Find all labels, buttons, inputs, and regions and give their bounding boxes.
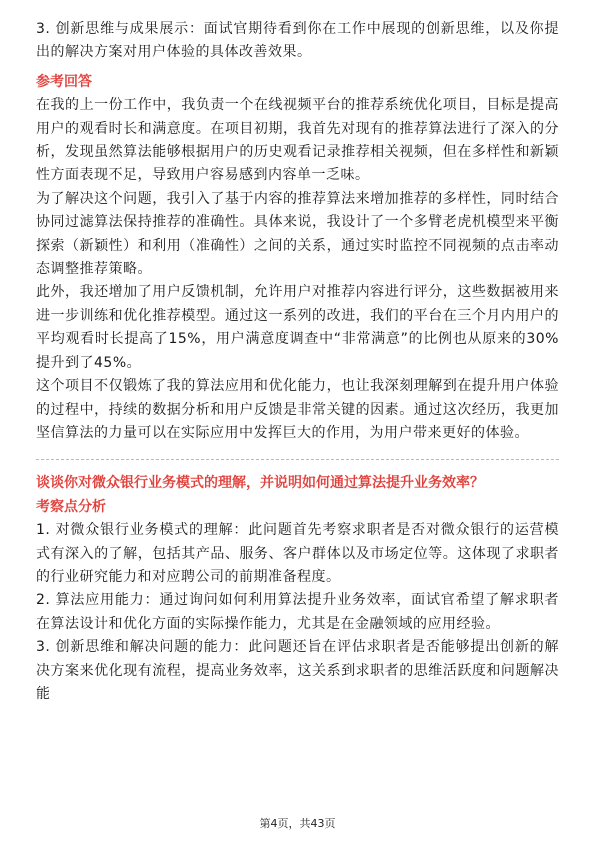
answer-heading: 参考回答 xyxy=(36,73,92,90)
analysis-item-1: 1. 对微众银行业务模式的理解：此问题首先考察求职者是否对微众银行的运营模式有深入的了解，包括其产品、服务、客户群体以及市场定位等。这体现了求职者的行业研究能力和对应聘公司的前期准备程度。 xyxy=(36,522,559,585)
section-divider xyxy=(36,459,559,460)
top-item-3: 3. 创新思维与成果展示：面试官期待看到你在工作中展现的创新思维，以及你提出的解决方案对用户体验的具体改善效果。 xyxy=(36,21,559,61)
answer-paragraph-1: 在我的上一份工作中，我负责一个在线视频平台的推荐系统优化项目，目标是提高用户的观看时长和满意度。在项目初期，我首先对现有的推荐算法进行了深入的分析，发现虽然算法能够根据用户的历史观看记录推荐相关视频，但在多样性和新颖性方面表现不足，导致用户容易感到内容单一乏味。 xyxy=(36,97,559,184)
analysis-item-2: 2. 算法应用能力：通过询问如何利用算法提升业务效率，面试官希望了解求职者在算法设计和优化方面的实际操作能力，尤其是在金融领域的应用经验。 xyxy=(36,592,559,632)
analysis-heading: 考察点分析 xyxy=(36,498,106,515)
question-title: 谈谈你对微众银行业务模式的理解，并说明如何通过算法提升业务效率？ xyxy=(36,475,484,492)
answer-paragraph-4: 这个项目不仅锻炼了我的算法应用和优化能力，也让我深刻理解到在提升用户体验的过程中，持续的数据分析和用户反馈是非常关键的因素。通过这次经历，我更加坚信算法的力量可以在实际应用中发挥巨大的作用，为用户带来更好的体验。 xyxy=(36,378,559,441)
page-number-footer: 第4页，共43页 xyxy=(259,817,336,830)
answer-paragraph-3: 此外，我还增加了用户反馈机制，允许用户对推荐内容进行评分，这些数据被用来进一步训练和优化推荐模型。通过这一系列的改进，我们的平台在三个月内用户的平均观看时长提高了15%，用户满意度调查中“非常满意”的比例也从原来的30%提升到了45%。 xyxy=(36,284,559,371)
analysis-item-3: 3. 创新思维和解决问题的能力：此问题还旨在评估求职者是否能够提出创新的解决方案来优化现有流程，提高业务效率，这关系到求职者的思维活跃度和问题解决能 xyxy=(36,639,559,702)
answer-paragraph-2: 为了解决这个问题，我引入了基于内容的推荐算法来增加推荐的多样性，同时结合协同过滤算法保持推荐的准确性。具体来说，我设计了一个多臂老虎机模型来平衡探索（新颖性）和利用（准确性）之间的关系，通过实时监控不同视频的点击率动态调整推荐策略。 xyxy=(36,190,559,278)
document-page xyxy=(36,18,559,706)
